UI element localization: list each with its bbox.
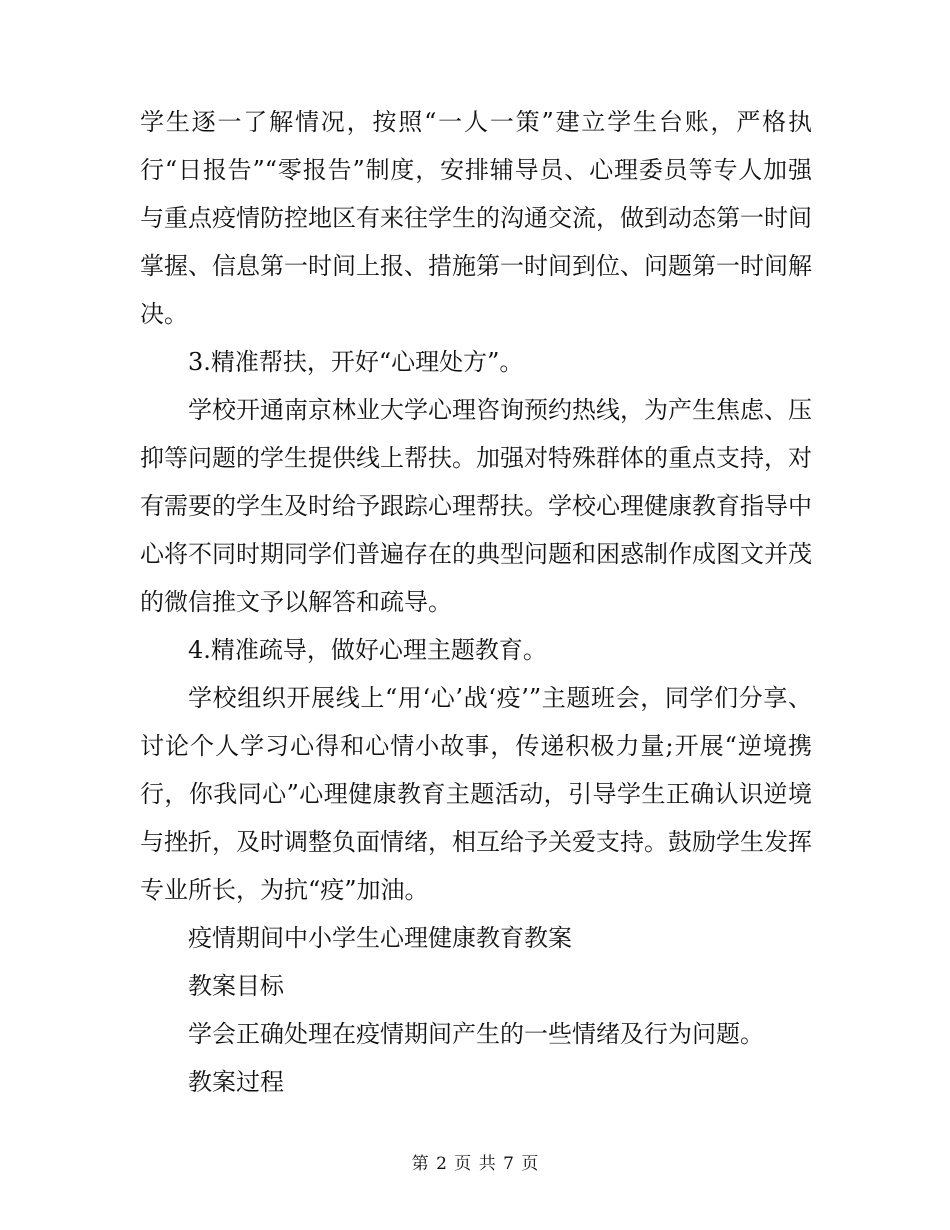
- paragraph-continued: 学生逐一了解情况，按照“一人一策”建立学生台账，严格执行“日报告”“零报告”制度，安排辅导员、心理委员等专人加强与重点疫情防控地区有来往学生的沟通交流，做到动态第一时间掌握、信息第一时间上报、措施第一时间到位、问题第一时间解决。: [140, 108, 812, 328]
- lesson-goal-heading: 教案目标: [188, 972, 284, 1000]
- lesson-plan-title: 疫情期间中小学生心理健康教育教案: [188, 924, 572, 952]
- page-number-footer: 第 2 页 共 7 页: [411, 1154, 539, 1174]
- paragraph-counseling: 学校开通南京林业大学心理咨询预约热线，为产生焦虑、压抑等问题的学生提供线上帮扶。加强对特殊群体的重点支持，对有需要的学生及时给予跟踪心理帮扶。学校心理健康教育指导中心将不同时期同学们普遍存在的典型问题和困惑制作成图文并茂的微信推文予以解答和疏导。: [140, 396, 812, 616]
- document-body: [140, 98, 812, 1106]
- lesson-goal-text: 学会正确处理在疫情期间产生的一些情绪及行为问题。: [188, 1020, 764, 1048]
- section-heading-3: 3.精准帮扶，开好“心理处方”。: [188, 348, 524, 376]
- lesson-process-heading: 教案过程: [188, 1068, 284, 1096]
- section-heading-4: 4.精准疏导，做好心理主题教育。: [188, 636, 547, 664]
- paragraph-theme-education: 学校组织开展线上“用‘心’战‘疫’”主题班会，同学们分享、讨论个人学习心得和心情小故事，传递积极力量;开展“逆境携行，你我同心”心理健康教育主题活动，引导学生正确认识逆境与挫折，及时调整负面情绪，相互给予关爱支持。鼓励学生发挥专业所长，为抗“疫”加油。: [140, 684, 812, 904]
